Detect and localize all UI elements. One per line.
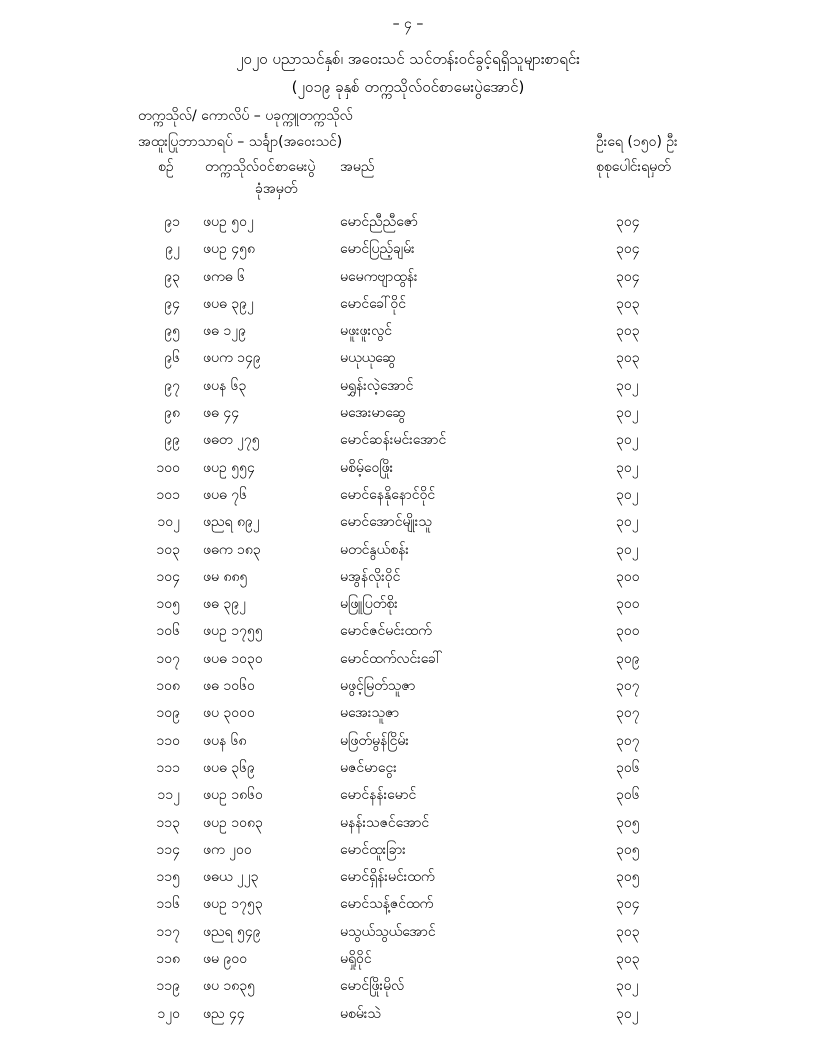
total-marks-cell: ၃၀၀ [616, 596, 640, 613]
table-row [0, 894, 816, 921]
serial-cell: ၁၀၄ [156, 568, 180, 585]
name-cell: မောင်ဖြိုးမိုလ် [340, 978, 405, 995]
table-row [0, 649, 816, 676]
quota-line: ဦးရေ (၁၅၀) ဦး [596, 134, 678, 150]
serial-cell: ၉၄ [164, 295, 180, 312]
table-row [0, 376, 816, 403]
table-row [0, 676, 816, 703]
name-cell: မောင်ပြည့်ချမ်း [340, 241, 415, 258]
table-row [0, 731, 816, 758]
total-marks-cell: ၃၀၂ [616, 978, 639, 995]
total-marks-cell: ၃၀၇ [616, 705, 640, 722]
roll-number-cell: ဖဓ ၁၂၉ [203, 323, 246, 340]
total-marks-cell: ၃၀၅ [616, 869, 640, 886]
name-cell: မောင်နေနိုနောင်ဝိုင် [340, 486, 436, 503]
table-row [0, 976, 816, 1003]
name-cell: မောင်ရှိန်းမင်းထက် [340, 869, 435, 886]
total-marks-cell: ၃၀၅ [616, 841, 640, 858]
table-row [0, 430, 816, 457]
roll-number-cell: ဖကဓ ၆ [203, 268, 245, 285]
serial-cell: ၉၈ [164, 405, 180, 422]
roll-number-cell: ဖပဥ ၅၅၄ [203, 459, 255, 476]
page-number: – ၄ – [392, 16, 424, 32]
serial-cell: ၉၉ [164, 432, 180, 449]
header-total-marks: စုစုပေါင်းရမှတ် [596, 159, 671, 175]
total-marks-cell: ၃၀၆ [616, 787, 640, 804]
name-cell: မစမ်းသဲ [340, 1005, 381, 1022]
table-row [0, 540, 816, 567]
roll-number-cell: ဖညရ ၅၄၉ [203, 923, 261, 940]
document-title: ၂၀၂၀ ပညာသင်နှစ်၊ အဝေးသင် သင်တန်းဝင်ခွင့်ရရှိသူများစာရင်း [236, 50, 580, 68]
name-cell: မောင်ထက်လင်းခေါ် [340, 650, 443, 667]
name-cell: မောင်နန်းမောင် [340, 787, 417, 804]
table-row [0, 840, 816, 867]
serial-cell: ၁၀၈ [156, 678, 180, 695]
name-cell: မဇင်မာငွေး [340, 759, 397, 776]
table-row [0, 949, 816, 976]
serial-cell: ၁၁၈ [156, 951, 180, 968]
table-row [0, 485, 816, 512]
total-marks-cell: ၃၀၉ [616, 650, 640, 667]
roll-number-cell: ဖည ၄၄ [203, 1005, 245, 1022]
serial-cell: ၉၂ [165, 241, 180, 258]
header-roll-line2: ခုံအမှတ် [255, 181, 298, 197]
roll-number-cell: ဖပဥ ၁၈၆၀ [203, 787, 263, 804]
table-row [0, 785, 816, 812]
table-row [0, 867, 816, 894]
name-cell: မတင်နွယ်စန်း [340, 541, 409, 558]
name-cell: မမေကဗျာထွန်း [340, 268, 418, 285]
serial-cell: ၁၀၀ [156, 459, 180, 476]
serial-cell: ၁၀၉ [156, 705, 180, 722]
table-row [0, 1004, 816, 1031]
total-marks-cell: ၃၀၄ [616, 896, 640, 913]
table-row [0, 321, 816, 348]
table-row [0, 239, 816, 266]
serial-cell: ၁၁၂ [157, 787, 180, 804]
roll-number-cell: ဖဓ ၃၉၂ [203, 596, 246, 613]
table-row [0, 621, 816, 648]
serial-cell: ၉၇ [164, 377, 180, 394]
roll-number-cell: ဖမ ၈၈၅ [203, 568, 248, 585]
total-marks-cell: ၃၀၂ [616, 1005, 639, 1022]
table-row [0, 922, 816, 949]
name-cell: မအေးမာဆွေ [340, 405, 406, 422]
name-cell: မောင်ထူးခြား [340, 841, 406, 858]
document-subtitle: (၂၀၁၉ ခုနှစ် တက္ကသိုလ်ဝင်စာမေးပွဲအောင်) [291, 78, 525, 96]
table-row [0, 813, 816, 840]
roll-number-cell: ဖဓ ၄၄ [203, 405, 240, 422]
university-line: တက္ကသိုလ်/ ကောလိပ် – ပခုက္ကူတက္ကသိုလ် [138, 108, 353, 124]
roll-number-cell: ဖပ ၁၈၃၅ [203, 978, 256, 995]
table-row [0, 567, 816, 594]
roll-number-cell: ဖမ ၉၀၀ [203, 951, 248, 968]
header-name: အမည် [340, 159, 375, 175]
serial-cell: ၁၁၄ [156, 841, 180, 858]
total-marks-cell: ၃၀၇ [616, 678, 640, 695]
name-cell: မယုယုဆွေ [340, 350, 396, 367]
name-cell: မောင်ခေါ်ဝိုင် [340, 295, 406, 312]
serial-cell: ၁၂၀ [157, 1005, 180, 1022]
roll-number-cell: ဖပဥ ၅၀၂ [203, 214, 254, 230]
name-cell: မဖြတ်မွန်ငြိမ်း [340, 732, 409, 749]
roll-number-cell: ဖပက ၁၄၉ [203, 350, 261, 367]
total-marks-cell: ၃၀၂ [616, 514, 639, 531]
roll-number-cell: ဖပန ၆၃ [203, 377, 247, 394]
total-marks-cell: ၃၀၄ [616, 268, 640, 285]
serial-cell: ၁၁၆ [156, 896, 180, 913]
total-marks-cell: ၃၀၆ [616, 759, 640, 776]
name-cell: မောင်အောင်မျိုးသူ [340, 514, 432, 531]
roll-number-cell: ဖပဥ ၄၅၈ [203, 241, 255, 258]
table-row [0, 758, 816, 785]
header-serial: စဉ် [158, 159, 174, 175]
header-roll-line1: တက္ကသိုလ်ဝင်စာမေးပွဲ [205, 159, 316, 175]
roll-number-cell: ဖပ ၃၀၀၀ [203, 705, 255, 722]
total-marks-cell: ၃၀၂ [616, 541, 639, 558]
table-row [0, 512, 816, 539]
total-marks-cell: ၃၀၂ [616, 486, 639, 503]
table-row [0, 594, 816, 621]
total-marks-cell: ၃၀၂ [616, 377, 639, 394]
table-row [0, 348, 816, 375]
serial-cell: ၁၁၅ [156, 869, 180, 886]
total-marks-cell: ၃၀၀ [616, 623, 640, 640]
name-cell: မအွန်လိုးဝိုင် [340, 568, 401, 585]
name-cell: မောင်သန့်ဇင်ထက် [340, 896, 434, 913]
total-marks-cell: ၃၀၄ [616, 241, 640, 258]
serial-cell: ၉၁ [164, 214, 180, 230]
total-marks-cell: ၃၀၂ [616, 405, 639, 422]
total-marks-cell: ၃၀၃ [616, 350, 640, 367]
results-table [0, 212, 816, 1031]
serial-cell: ၉၃ [164, 268, 180, 285]
roll-number-cell: ဖက ၂၀၀ [203, 841, 252, 858]
name-cell: မရွှန်းလဲ့အောင် [340, 377, 414, 394]
table-row [0, 294, 816, 321]
serial-cell: ၁၀၅ [156, 596, 180, 613]
serial-cell: ၁၀၆ [156, 623, 180, 640]
roll-number-cell: ဖညရ ၈၉၂ [203, 514, 260, 531]
serial-cell: ၁၀၃ [156, 541, 180, 558]
roll-number-cell: ဖပဓ ၃၆၉ [203, 759, 255, 776]
name-cell: မရှိုဝိုင် [340, 951, 372, 968]
roll-number-cell: ဖဓ ၁၀၆၀ [203, 678, 255, 695]
serial-cell: ၁၁၉ [156, 978, 180, 995]
table-row [0, 267, 816, 294]
header-roll-number [205, 156, 345, 200]
name-cell: မောင်ဆန်းမင်းအောင် [340, 432, 447, 449]
total-marks-cell: ၃၀၇ [616, 732, 640, 749]
name-cell: မနန်းသဇင်အောင် [340, 814, 430, 831]
roll-number-cell: ဖပဓ ၃၉၂ [203, 295, 254, 312]
serial-cell: ၁၁၁ [156, 759, 180, 776]
total-marks-cell: ၃၀၃ [616, 323, 640, 340]
total-marks-cell: ၃၀၃ [616, 923, 640, 940]
table-row [0, 458, 816, 485]
roll-number-cell: ဖပန ၆၈ [203, 732, 247, 749]
name-cell: မဖြူပြတ်စိုး [340, 596, 398, 613]
total-marks-cell: ၃၀၄ [616, 214, 640, 230]
total-marks-cell: ၃၀၅ [616, 814, 640, 831]
table-row [0, 403, 816, 430]
name-cell: မဖူးဖူးလွင် [340, 323, 392, 340]
total-marks-cell: ၃၀၃ [616, 295, 640, 312]
roll-number-cell: ဖဓယ ၂၂၃ [203, 869, 259, 886]
serial-cell: ၉၅ [164, 323, 180, 340]
total-marks-cell: ၃၀၂ [616, 459, 639, 476]
serial-cell: ၁၀၂ [157, 514, 180, 531]
serial-cell: ၁၁၇ [156, 923, 180, 940]
major-subject-line: အထူးပြုဘာသာရပ် – သင်္ချာ(အဝေးသင်) [138, 134, 343, 150]
roll-number-cell: ဖပဥ ၁၇၅၃ [203, 896, 263, 913]
roll-number-cell: ဖပဓ ၇၆ [203, 486, 248, 503]
name-cell: မသွယ်သွယ်အောင် [340, 923, 436, 940]
roll-number-cell: ဖပဓ ၁၀၃၀ [203, 650, 263, 667]
name-cell: မဖွင့်မြတ်သူဇာ [340, 678, 416, 695]
serial-cell: ၁၀၇ [156, 650, 180, 667]
name-cell: မစိမ့်ဝေဖြိုး [340, 459, 394, 476]
serial-cell: ၁၀၁ [156, 486, 180, 503]
total-marks-cell: ၃၀၃ [616, 951, 640, 968]
roll-number-cell: ဖဓက ၁၈၃ [203, 541, 261, 558]
table-row [0, 212, 816, 239]
table-row [0, 703, 816, 730]
total-marks-cell: ၃၀၀ [616, 568, 640, 585]
serial-cell: ၁၁၃ [156, 814, 180, 831]
name-cell: မောင်ဇင်မင်းထက် [340, 623, 432, 640]
serial-cell: ၉၆ [164, 350, 180, 367]
name-cell: မအေးသူဇာ [340, 705, 400, 722]
name-cell: မောင်ညီညီဇော် [340, 214, 418, 230]
roll-number-cell: ဖပဥ ၁၇၅၅ [203, 623, 263, 640]
roll-number-cell: ဖပဥ ၁၀၈၃ [203, 814, 263, 831]
total-marks-cell: ၃၀၂ [616, 432, 639, 449]
roll-number-cell: ဖဓတ ၂၇၅ [203, 432, 260, 449]
serial-cell: ၁၁၀ [156, 732, 180, 749]
